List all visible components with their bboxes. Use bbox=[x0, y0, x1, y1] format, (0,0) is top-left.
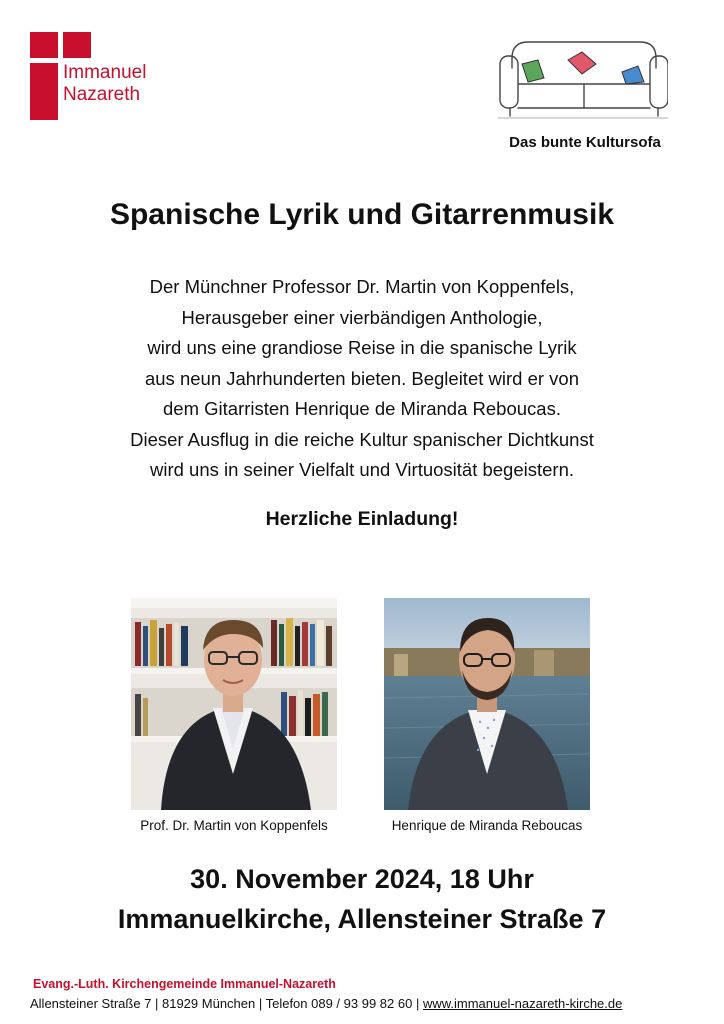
speaker-photo-reboucas bbox=[384, 598, 590, 810]
speaker-caption-reboucas: Henrique de Miranda Reboucas bbox=[391, 818, 583, 833]
organization-name: Evang.-Luth. Kirchengemeinde Immanuel-Nazareth bbox=[33, 977, 336, 991]
speaker-caption-koppenfels: Prof. Dr. Martin von Koppenfels bbox=[140, 818, 328, 833]
description-line: Dieser Ausflug in die reiche Kultur spanischer Dichtkunst bbox=[130, 428, 594, 450]
description-line: wird uns in seiner Vielfalt und Virtuosität begeistern. bbox=[149, 459, 575, 480]
speaker-photo-koppenfels bbox=[131, 598, 337, 810]
immanuel-nazareth-logo bbox=[30, 32, 180, 124]
footer-address: Allensteiner Straße 7 | 81929 München | Telefon 089 / 93 99 82 60 | bbox=[30, 996, 423, 1011]
logo-line-2: Nazareth bbox=[63, 84, 141, 105]
footer-contact bbox=[30, 996, 622, 1011]
event-description bbox=[40, 272, 684, 486]
event-venue: Immanuelkirche, Allensteiner Straße 7 bbox=[117, 904, 607, 934]
description-line: aus neun Jahrhunderten bieten. Begleitet wird er von bbox=[144, 367, 579, 389]
description-line: Herausgeber einer vierbändigen Anthologie, bbox=[181, 306, 543, 328]
sofa-icon bbox=[498, 38, 668, 124]
event-title: Spanische Lyrik und Gitarrenmusik bbox=[109, 198, 615, 231]
website-link[interactable]: www.immanuel-nazareth-kirche.de bbox=[422, 996, 623, 1011]
event-datetime: 30. November 2024, 18 Uhr bbox=[190, 864, 534, 894]
invitation-text: Herzliche Einladung! bbox=[265, 508, 459, 530]
logo-wordmark bbox=[63, 62, 146, 106]
description-line: Der Münchner Professor Dr. Martin von Koppenfels, bbox=[149, 276, 575, 297]
description-line: wird uns eine grandiose Reise in die spanische Lyrik bbox=[147, 337, 577, 358]
logo-line-1: Immanuel bbox=[63, 62, 147, 83]
kultursofa-caption: Das bunte Kultursofa bbox=[509, 134, 661, 151]
description-line: dem Gitarristen Henrique de Miranda Reboucas. bbox=[163, 398, 561, 419]
